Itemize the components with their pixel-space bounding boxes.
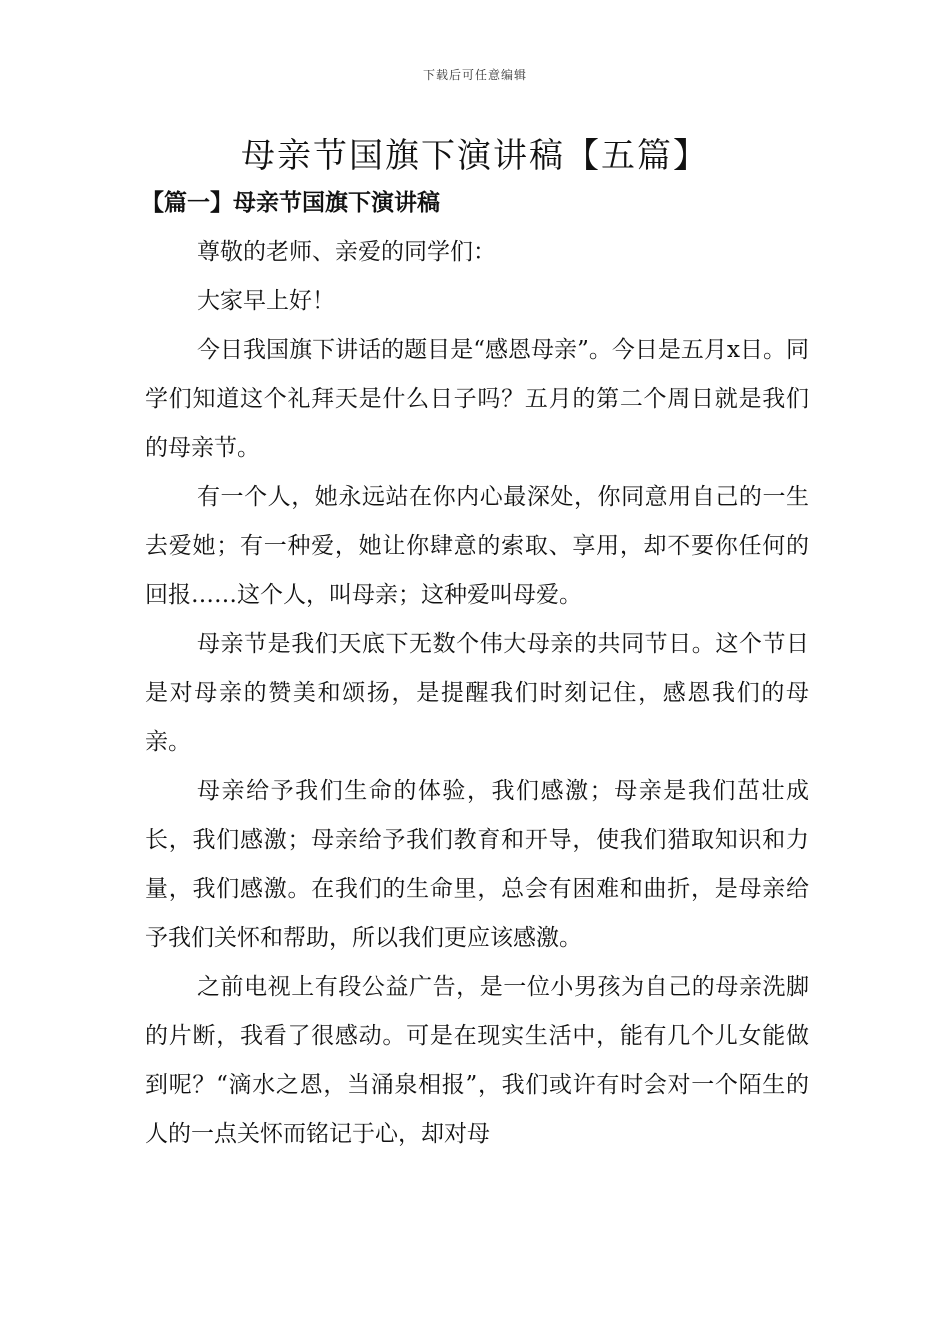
header-note: 下载后可任意编辑 [422, 68, 527, 82]
document-title: 母亲节国旗下演讲稿【五篇】 [241, 136, 709, 176]
paragraph: 有一个人，她永远站在你内心最深处，你同意用自己的一生去爱她；有一种爱，她让你肆意的索取、享用，却不要你任何的回报……这个人，叫母亲；这种爱叫母爱。 [145, 484, 809, 608]
section-heading: 【篇一】母亲节国旗下演讲稿 [141, 189, 440, 216]
paragraph: 母亲节是我们天底下无数个伟大母亲的共同节日。这个节日是对母亲的赞美和颂扬，是提醒我们时刻记住，感恩我们的母亲。 [145, 631, 809, 755]
paragraph-greeting: 尊敬的老师、亲爱的同学们： [197, 239, 496, 265]
paragraph: 今日我国旗下讲话的题目是“感恩母亲”。今日是五月x日。同学们知道这个礼拜天是什么日子吗？五月的第二个周日就是我们的母亲节。 [145, 337, 809, 461]
paragraph: 母亲给予我们生命的体验，我们感激；母亲是我们茁壮成长，我们感激；母亲给予我们教育和开导，使我们猎取知识和力量，我们感激。在我们的生命里，总会有困难和曲折，是母亲给予我们关怀和帮助，所以我们更应该感激。 [145, 778, 809, 951]
paragraph-good-morning: 大家早上好！ [197, 288, 335, 314]
paragraph: 之前电视上有段公益广告，是一位小男孩为自己的母亲洗脚的片断，我看了很感动。可是在现实生活中，能有几个儿女能做到呢？“滴水之恩，当涌泉相报”，我们或许有时会对一个陌生的人的一点关怀而铭记于心，却对母 [145, 974, 809, 1147]
body-text [145, 228, 809, 1159]
